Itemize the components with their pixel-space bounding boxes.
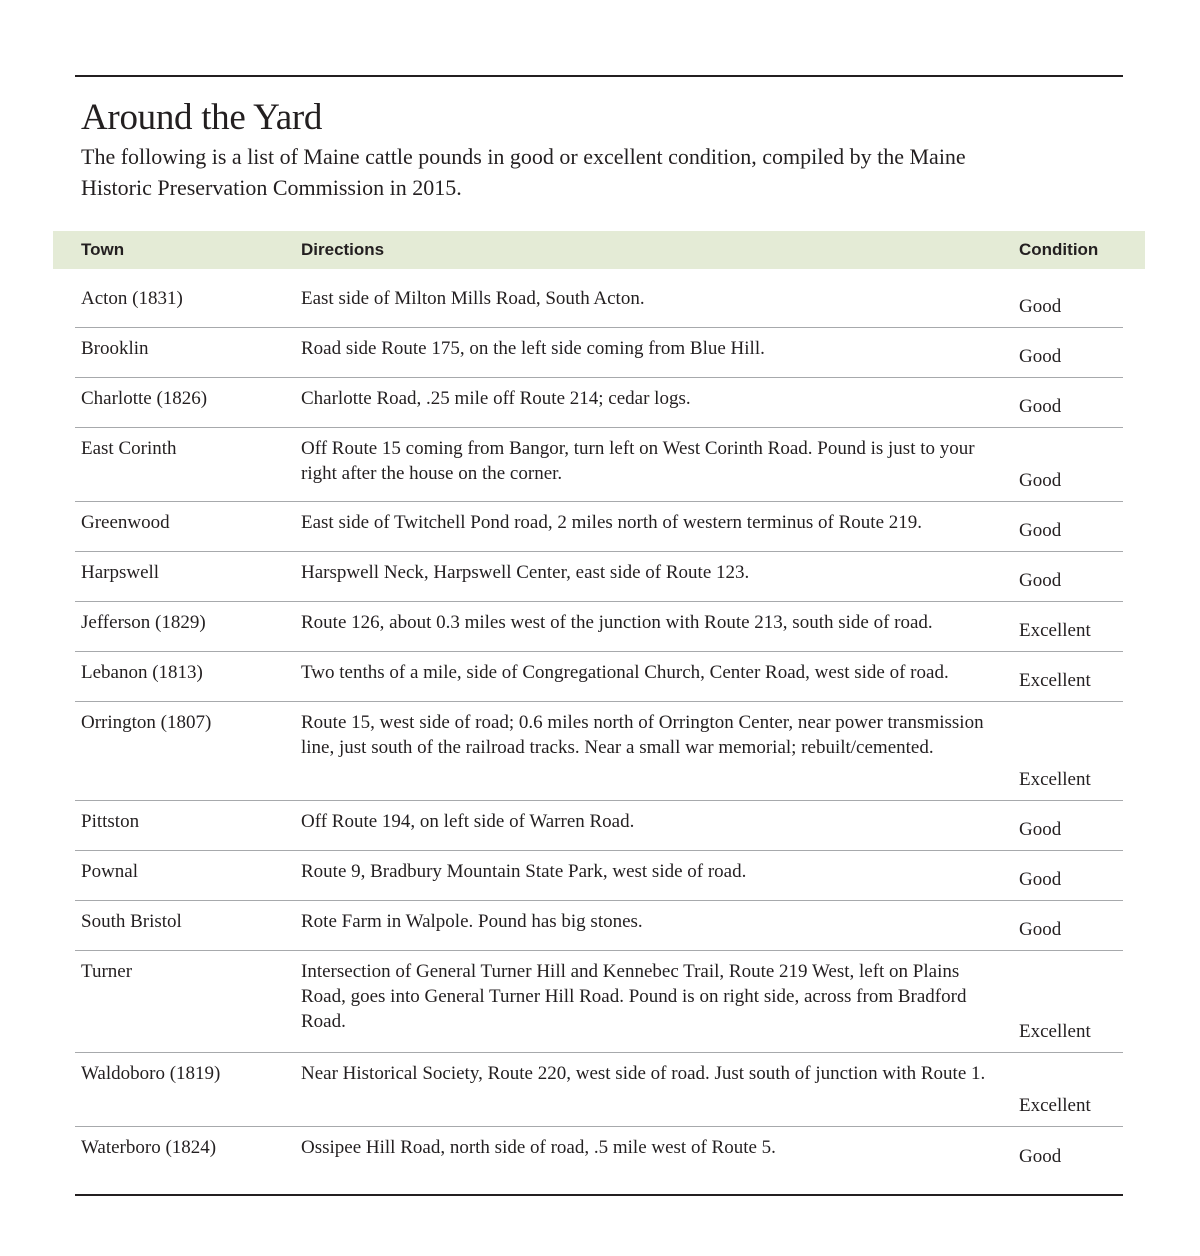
intro-text: The following is a list of Maine cattle pounds in good or excellent condition, compiled by the Maine Historic Preservation Commission in 2015. (81, 144, 966, 200)
condition-cell: Good (1019, 869, 1062, 890)
directions-cell: Route 9, Bradbury Mountain State Park, west side of road. (301, 861, 747, 882)
town-cell: Orrington (1807) (81, 712, 212, 733)
condition-cell: Good (1019, 570, 1062, 591)
table-row (75, 378, 1123, 428)
directions-cell: Route 126, about 0.3 miles west of the junction with Route 213, south side of road. (301, 612, 933, 633)
table-row (75, 428, 1123, 502)
table-row (75, 901, 1123, 951)
condition-cell: Good (1019, 819, 1062, 840)
directions-cell: Off Route 194, on left side of Warren Road. (301, 811, 635, 832)
column-header-directions: Directions (301, 240, 385, 259)
town-cell: Charlotte (1826) (81, 388, 208, 409)
table-header-band (53, 231, 1145, 269)
town-cell: Jefferson (1829) (81, 612, 206, 633)
table-row (75, 502, 1123, 552)
condition-cell: Good (1019, 470, 1062, 491)
column-header-town: Town (81, 240, 125, 259)
directions-cell: Route 15, west side of road; 0.6 miles north of Orrington Center, near power transmission line, just south of the railroad tracks. Near a small war memorial; rebuilt/cemented. (301, 712, 984, 758)
table-row (75, 278, 1123, 328)
town-cell: Greenwood (81, 512, 170, 533)
condition-cell: Excellent (1019, 1095, 1091, 1116)
directions-cell: Off Route 15 coming from Bangor, turn left on West Corinth Road. Pound is just to your right after the house on the corner. (301, 438, 975, 484)
table-row (75, 602, 1123, 652)
condition-cell: Excellent (1019, 769, 1091, 790)
table-row (75, 552, 1123, 602)
directions-cell: Harspwell Neck, Harpswell Center, east side of Route 123. (301, 562, 750, 583)
town-cell: Lebanon (1813) (81, 662, 203, 683)
directions-cell: Two tenths of a mile, side of Congregational Church, Center Road, west side of road. (301, 662, 949, 683)
table-row (75, 1053, 1123, 1127)
town-cell: Harpswell (81, 562, 160, 583)
town-cell: Waldoboro (1819) (81, 1063, 221, 1084)
directions-cell: East side of Milton Mills Road, South Acton. (301, 288, 645, 309)
condition-cell: Good (1019, 919, 1062, 940)
table-row (75, 951, 1123, 1053)
table-row (75, 851, 1123, 901)
directions-cell: Intersection of General Turner Hill and Kennebec Trail, Route 219 West, left on Plains Road, goes into General Turner Hill Road. Pound is on right side, across from Bradford Road. (301, 961, 967, 1032)
condition-cell: Good (1019, 520, 1062, 541)
directions-cell: East side of Twitchell Pond road, 2 miles north of western terminus of Route 219. (301, 512, 922, 533)
town-cell: Brooklin (81, 338, 149, 359)
column-header-condition: Condition (1019, 240, 1099, 259)
page-title: Around the Yard (81, 97, 323, 138)
town-cell: Waterboro (1824) (81, 1137, 217, 1158)
table-row (75, 1127, 1123, 1177)
directions-cell: Rote Farm in Walpole. Pound has big stones. (301, 911, 643, 932)
town-cell: Turner (81, 961, 133, 982)
directions-cell: Near Historical Society, Route 220, west side of road. Just south of junction with Route 1. (301, 1063, 986, 1084)
table-row (75, 702, 1123, 801)
town-cell: Pownal (81, 861, 138, 882)
table-row (75, 652, 1123, 702)
table-row (75, 801, 1123, 851)
town-cell: Pittston (81, 811, 140, 832)
condition-cell: Good (1019, 1146, 1062, 1167)
condition-cell: Excellent (1019, 620, 1091, 641)
condition-cell: Excellent (1019, 670, 1091, 691)
table-row (75, 328, 1123, 378)
condition-cell: Good (1019, 296, 1062, 317)
pounds-table (75, 278, 1123, 1177)
bottom-rule (75, 1194, 1123, 1196)
top-rule (75, 75, 1123, 77)
condition-cell: Excellent (1019, 1021, 1091, 1042)
directions-cell: Ossipee Hill Road, north side of road, .5 mile west of Route 5. (301, 1137, 776, 1158)
condition-cell: Good (1019, 346, 1062, 367)
directions-cell: Road side Route 175, on the left side coming from Blue Hill. (301, 338, 765, 359)
condition-cell: Good (1019, 396, 1062, 417)
directions-cell: Charlotte Road, .25 mile off Route 214; cedar logs. (301, 388, 691, 409)
town-cell: Acton (1831) (81, 288, 183, 309)
town-cell: South Bristol (81, 911, 182, 932)
town-cell: East Corinth (81, 438, 177, 459)
